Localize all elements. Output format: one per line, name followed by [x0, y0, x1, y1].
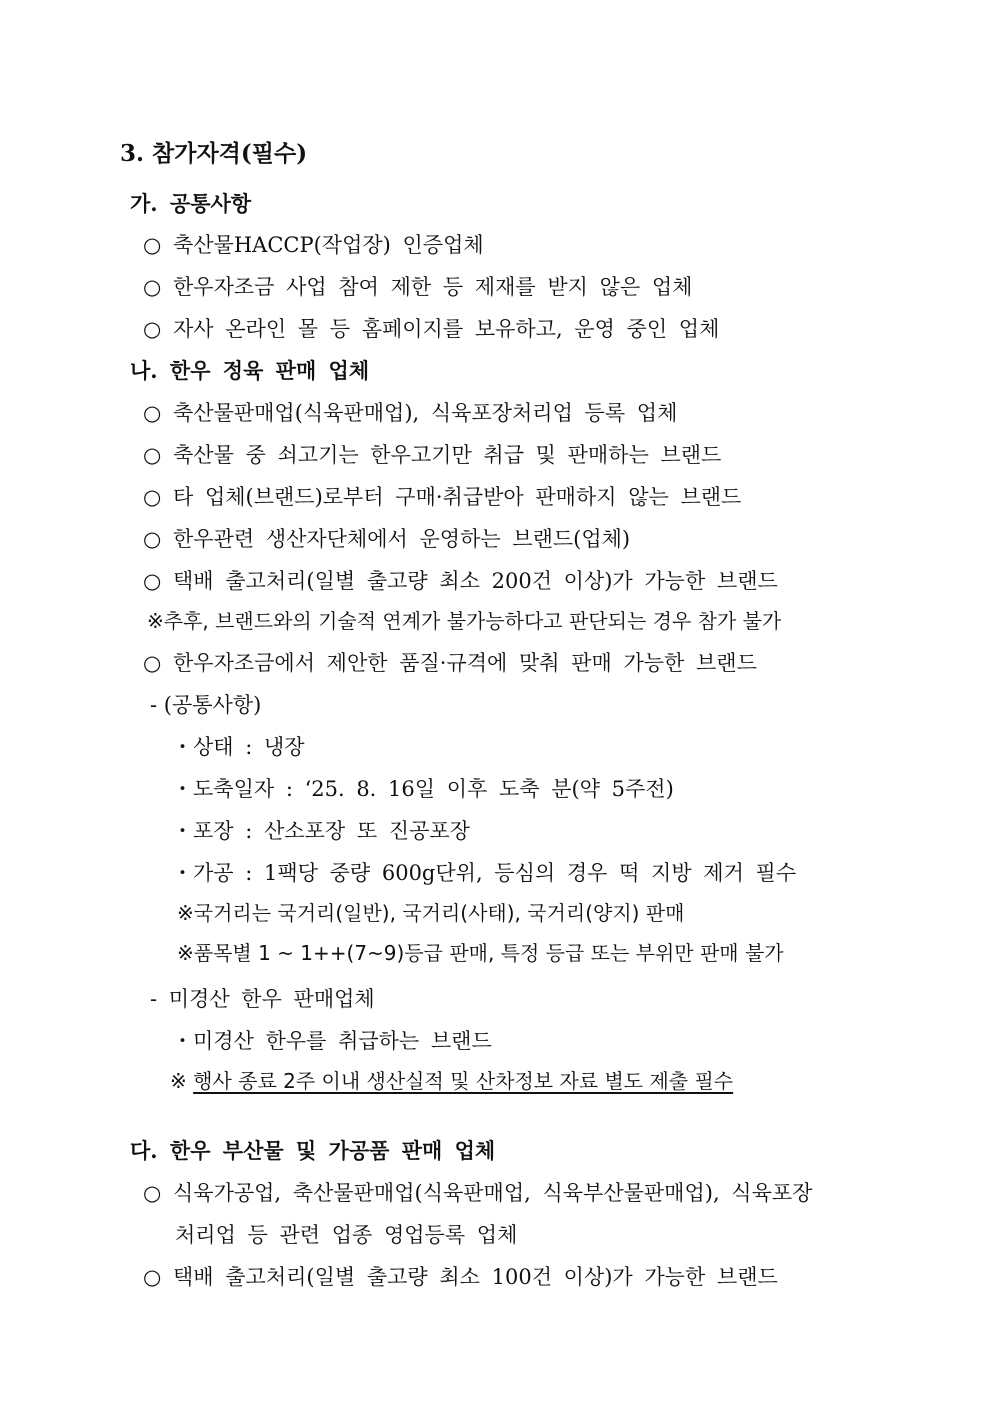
note-mark: ※ — [170, 1069, 187, 1093]
list-item: ○ 한우관련 생산자단체에서 운영하는 브랜드(업체) — [143, 527, 631, 551]
common-item: ・도축일자 : ‘25. 8. 16일 이후 도축 분(약 5주전) — [172, 777, 674, 801]
list-item: ○ 택배 출고처리(일별 출고량 최소 200건 이상)가 가능한 브랜드 — [143, 569, 778, 593]
section-title: 3. 참가자격(필수) — [120, 140, 308, 167]
note-underlined — [170, 1066, 733, 1096]
unchecked-item: ・미경산 한우를 취급하는 브랜드 — [172, 1029, 492, 1053]
subsection-na-heading: 나. 한우 정육 판매 업체 — [130, 358, 370, 383]
list-item: ○ 타 업체(브랜드)로부터 구매·취급받아 판매하지 않는 브랜드 — [143, 485, 742, 509]
list-item: ○ 식육가공업, 축산물판매업(식육판매업, 식육부산물판매업), 식육포장 — [143, 1181, 813, 1205]
common-label: - (공통사항) — [150, 693, 262, 717]
list-item: ○ 축산물판매업(식육판매업), 식육포장처리업 등록 업체 — [143, 401, 678, 425]
list-item: ○ 한우자조금 사업 참여 제한 등 제재를 받지 않은 업체 — [143, 275, 693, 299]
list-item: ○ 한우자조금에서 제안한 품질·규격에 맞춰 판매 가능한 브랜드 — [143, 651, 757, 675]
list-item: ○ 축산물HACCP(작업장) 인증업체 — [143, 233, 484, 257]
common-item: ・포장 : 산소포장 또 진공포장 — [172, 819, 470, 843]
note-text: ※품목별 1 ~ 1++(7~9)등급 판매, 특정 등급 또는 부위만 판매 불가 — [177, 941, 784, 965]
common-item: ・상태 : 냉장 — [172, 735, 305, 759]
list-item-continuation: 처리업 등 관련 업종 영업등록 업체 — [175, 1223, 518, 1247]
unchecked-label: - 미경산 한우 판매업체 — [150, 987, 375, 1011]
subsection-da-heading: 다. 한우 부산물 및 가공품 판매 업체 — [130, 1138, 496, 1163]
note-text: ※국거리는 국거리(일반), 국거리(사태), 국거리(양지) 판매 — [177, 901, 685, 925]
list-item: ○ 자사 온라인 몰 등 홈페이지를 보유하고, 운영 중인 업체 — [143, 317, 720, 341]
list-item: ○ 택배 출고처리(일별 출고량 최소 100건 이상)가 가능한 브랜드 — [143, 1265, 778, 1289]
note-text: ※추후, 브랜드와의 기술적 연계가 불가능하다고 판단되는 경우 참가 불가 — [147, 609, 782, 633]
list-item: ○ 축산물 중 쇠고기는 한우고기만 취급 및 판매하는 브랜드 — [143, 443, 722, 467]
note-underlined-text: 행사 종료 2주 이내 생산실적 및 산차정보 자료 별도 제출 필수 — [193, 1069, 734, 1093]
subsection-ga-heading: 가. 공통사항 — [130, 191, 252, 216]
common-item: ・가공 : 1팩당 중량 600g단위, 등심의 경우 떡 지방 제거 필수 — [172, 861, 797, 885]
